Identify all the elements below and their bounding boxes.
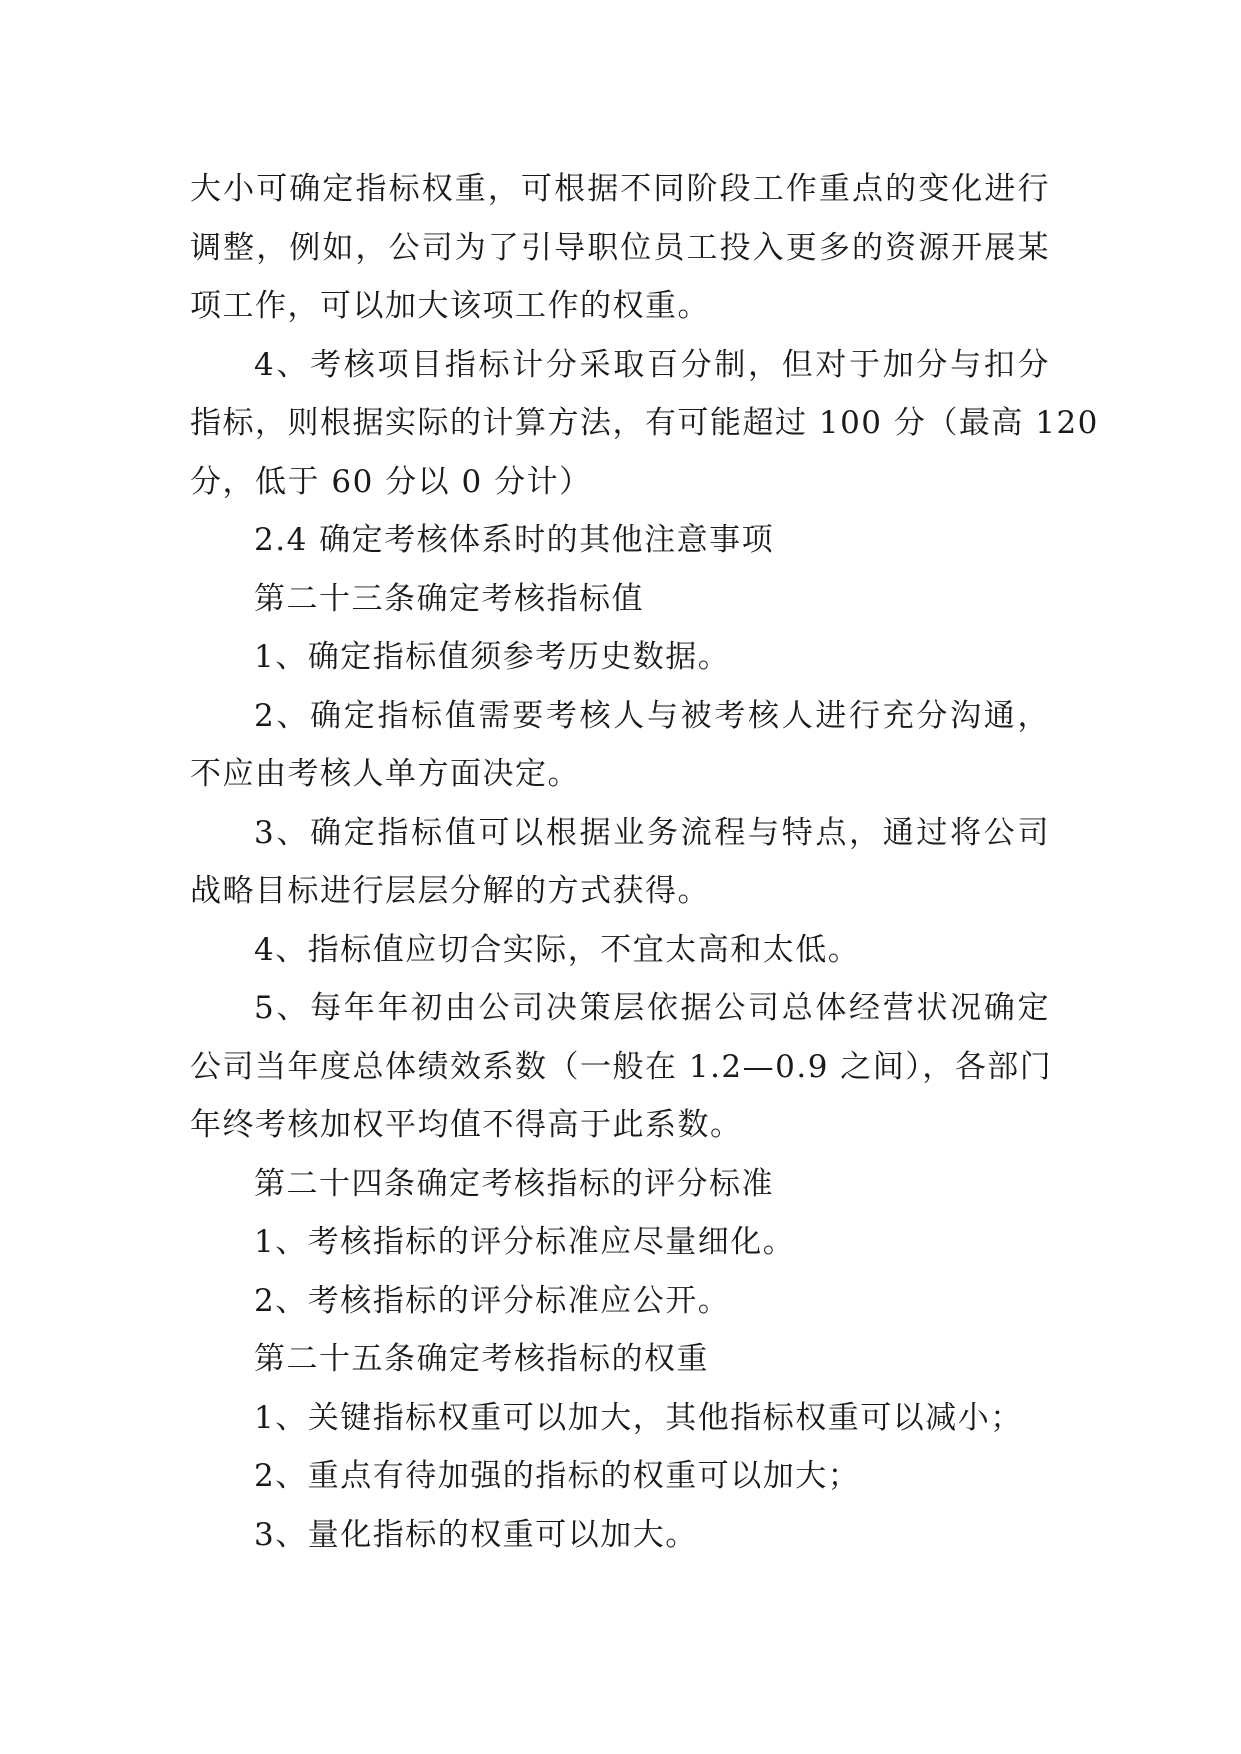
text-line: 调整，例如，公司为了引导职位员工投入更多的资源开展某 [190, 229, 1050, 266]
article-heading: 第二十三条确定考核指标值 [254, 580, 644, 617]
text-line: 3、量化指标的权重可以加大。 [254, 1516, 698, 1553]
text-line: 大小可确定指标权重，可根据不同阶段工作重点的变化进行 [190, 171, 1050, 207]
text-line: 4、指标值应切合实际，不宜太高和太低。 [254, 931, 861, 968]
text-line: 分，低于 60 分以 0 分计） [190, 463, 592, 500]
text-line: 4、考核项目指标计分采取百分制，但对于加分与扣分 [254, 346, 1050, 383]
text-line: 1、确定指标值须参考历史数据。 [254, 639, 731, 675]
text-line: 不应由考核人单方面决定。 [190, 756, 580, 792]
text-line: 2、重点有待加强的指标的权重可以加大； [254, 1458, 861, 1494]
article-heading: 第二十四条确定考核指标的评分标准 [254, 1165, 774, 1202]
text-line: 1、关键指标权重可以加大，其他指标权重可以减小； [254, 1399, 1023, 1436]
text-line: 公司当年度总体绩效系数（一般在 1.2—0.9 之间），各部门 [190, 1048, 1053, 1085]
document-body [190, 160, 1099, 1564]
text-line: 3、确定指标值可以根据业务流程与特点，通过将公司 [254, 814, 1050, 851]
article-heading: 第二十五条确定考核指标的权重 [254, 1341, 709, 1377]
text-line: 项工作，可以加大该项工作的权重。 [190, 288, 710, 324]
text-line: 1、考核指标的评分标准应尽量细化。 [254, 1224, 796, 1260]
text-line: 指标，则根据实际的计算方法，有可能超过 100 分（最高 120 [190, 405, 1099, 441]
text-line: 战略目标进行层层分解的方式获得。 [190, 873, 710, 909]
text-line: 年终考核加权平均值不得高于此系数。 [190, 1107, 743, 1143]
section-heading: 2.4 确定考核体系时的其他注意事项 [254, 522, 775, 558]
text-line: 2、确定指标值需要考核人与被考核人进行充分沟通， [254, 697, 1050, 734]
text-line: 5、每年年初由公司决策层依据公司总体经营状况确定 [254, 990, 1050, 1026]
text-line: 2、考核指标的评分标准应公开。 [254, 1282, 731, 1319]
